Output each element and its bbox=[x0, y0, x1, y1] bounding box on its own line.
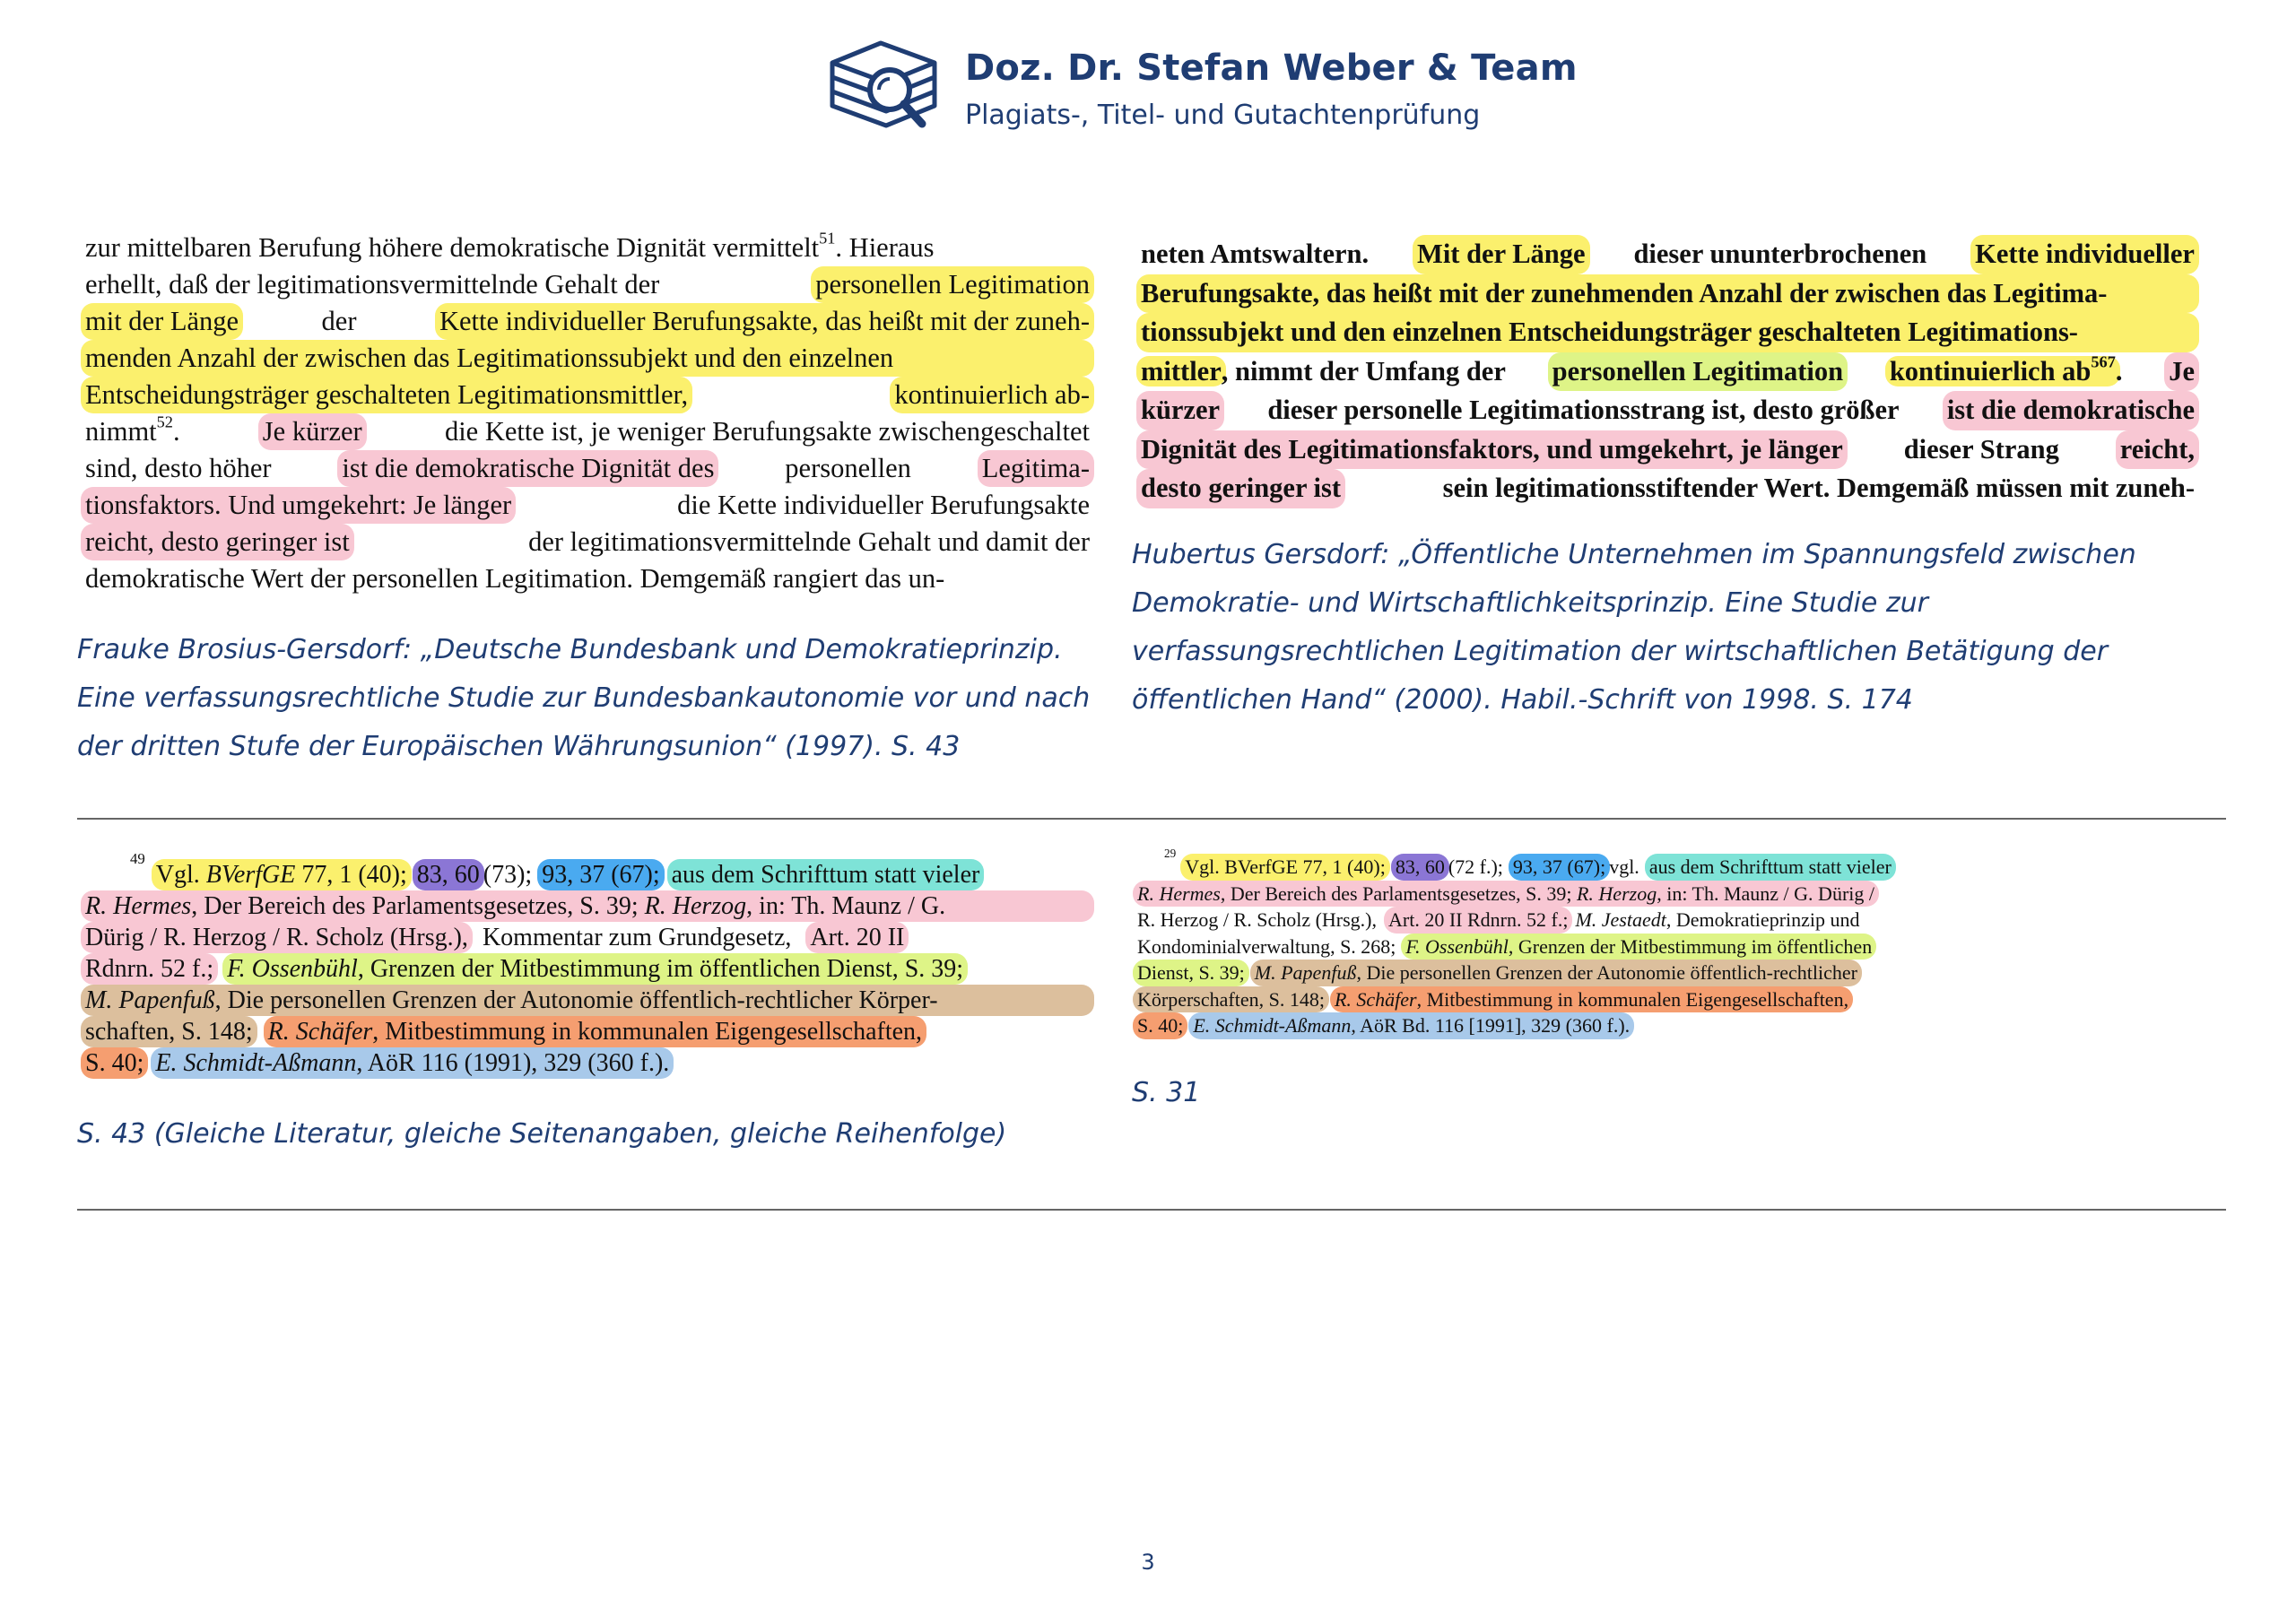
highlight-tan: M. Papenfuß, Die personellen Grenzen der Autonomie öffentlich-rechtlicher Körper- bbox=[81, 985, 1094, 1016]
highlight-yellow: tionssubjekt und den einzelnen Entscheidungsträger geschalteten Legitimations- bbox=[1136, 313, 2199, 352]
text-line bbox=[1141, 313, 2195, 352]
text-line: tionsfaktors. Und umgekehrt: Je länger die Kette individueller Berufungsakte bbox=[85, 487, 1090, 524]
text-line: Kondominialverwaltung, S. 268; F. Ossenbühl, Grenzen der Mitbestimmung im öffentlichen bbox=[1137, 934, 2052, 960]
caption-comparison-note bbox=[77, 1110, 1006, 1159]
highlight-orange: S. 40; bbox=[1133, 1012, 1187, 1039]
text-line bbox=[85, 1047, 1094, 1079]
text-line bbox=[85, 1016, 1094, 1047]
text-line: R. Herzog / R. Scholz (Hrsg.), Art. 20 II Rdnrn. 52 f.; M. Jestaedt, Demokratieprinzip und bbox=[1137, 907, 2052, 934]
page-header bbox=[825, 36, 1578, 143]
highlight-pink: R. Hermes, Der Bereich des Parlamentsgesetzes, S. 39; R. Herzog, in: Th. Maunz / G. Dürig / bbox=[1133, 881, 1879, 908]
highlight-lime: personellen Legitimation bbox=[1548, 352, 1848, 392]
highlight-tan: M. Papenfuß, Die personellen Grenzen der Autonomie öffentlich-rechtlicher bbox=[1250, 960, 1862, 986]
highlight-pink: kürzer bbox=[1136, 391, 1224, 430]
highlight-lime: F. Ossenbühl, Grenzen der Mitbestimmung im öffentlichen Dienst, S. 39; bbox=[222, 953, 968, 985]
highlight-yellow: mit der Länge bbox=[81, 303, 243, 340]
caption-line: Frauke Brosius-Gersdorf: „Deutsche Bundesbank und Demokratieprinzip. bbox=[77, 634, 1063, 665]
highlight-light-blue: E. Schmidt-Aßmann, AöR Bd. 116 [1991], 329 (360 f.). bbox=[1188, 1012, 1634, 1039]
highlight-orange: R. Schäfer, Mitbestimmung in kommunalen Eigengesellschaften, bbox=[1330, 986, 1853, 1013]
highlight-yellow: Kette individueller bbox=[1970, 235, 2199, 274]
highlight-yellow: Entscheidungsträger geschalteten Legitimationsmittler, bbox=[81, 377, 692, 413]
caption-line: Demokratie- und Wirtschaftlichkeitsprinzip. Eine Studie zur bbox=[1132, 587, 1928, 619]
highlight-purple: 83, 60 bbox=[413, 859, 484, 890]
text-line: Dürig / R. Herzog / R. Scholz (Hrsg.), Kommentar zum Grundgesetz, Art. 20 II bbox=[85, 922, 1094, 953]
text-line: 49 Vgl. BVerfGE 77, 1 (40); 83, 60 (73); 93, 37 (67); aus dem Schrifttum statt vieler bbox=[85, 859, 1094, 890]
text-line: Dignität des Legitimationsfaktors, und umgekehrt, je länger dieser Strang reicht, bbox=[1141, 430, 2195, 470]
caption-line: der dritten Stufe der Europäischen Währungsunion“ (1997). S. 43 bbox=[77, 731, 961, 762]
highlight-pink: ist die demokratische bbox=[1943, 391, 2199, 430]
footnote-excerpt-49 bbox=[85, 850, 1094, 1079]
brand-subtitle: Plagiats-, Titel- und Gutachtenprüfung bbox=[965, 100, 1481, 131]
caption-line: Hubertus Gersdorf: „Öffentliche Unternehmen im Spannungsfeld zwischen bbox=[1132, 539, 2136, 570]
highlight-tan: schaften, S. 148; bbox=[81, 1016, 257, 1047]
text-line bbox=[1137, 960, 2052, 986]
highlight-yellow: Kette individueller Berufungsakte, das heißt mit der zuneh- bbox=[435, 303, 1094, 340]
text-line: zur mittelbaren Berufung höhere demokratische Dignität vermittelt$^{51}$. Hieraus bbox=[85, 229, 935, 263]
page-number: 3 bbox=[1141, 1550, 1155, 1575]
divider-line bbox=[77, 818, 2226, 820]
footnote-excerpt-29 bbox=[1137, 847, 2052, 1039]
text-line bbox=[85, 890, 1094, 922]
highlight-yellow: personellen Legitimation bbox=[811, 266, 1094, 303]
excerpt-brosius-gersdorf bbox=[85, 230, 1090, 597]
text-line: 29 Vgl. BVerfGE 77, 1 (40); 83, 60 (72 f.); 93, 37 (67); vgl. aus dem Schrifttum statt vieler bbox=[1137, 854, 2052, 881]
highlight-yellow: menden Anzahl der zwischen das Legitimationssubjekt und den einzelnen bbox=[81, 340, 1094, 377]
highlight-pink: Dürig / R. Herzog / R. Scholz (Hrsg.), bbox=[81, 922, 473, 953]
highlight-lime: Dienst, S. 39; bbox=[1133, 960, 1249, 986]
highlight-yellow: kontinuierlich ab- bbox=[890, 377, 1094, 413]
caption-line: öffentlichen Hand“ (2000). Habil.-Schrift von 1998. S. 174 bbox=[1132, 684, 1913, 716]
text-line: sind, desto höher ist die demokratische Dignität des personellen Legitima- bbox=[85, 450, 1090, 487]
excerpt-gersdorf bbox=[1141, 235, 2195, 508]
text-line: mit der Länge der Kette individueller Berufungsakte, das heißt mit der zuneh- bbox=[85, 303, 1090, 340]
highlight-purple: 83, 60 bbox=[1391, 854, 1449, 881]
text-line bbox=[85, 985, 1094, 1016]
text-line: desto geringer ist sein legitimationsstiftender Wert. Demgemäß müssen mit zuneh- bbox=[1141, 469, 2195, 508]
caption-line: verfassungsrechtlichen Legitimation der wirtschaftlichen Betätigung der bbox=[1132, 636, 2109, 667]
text-line: kürzer dieser personelle Legitimationsstrang ist, desto größer ist die demokratische bbox=[1141, 391, 2195, 430]
highlight-pink: Je bbox=[2164, 352, 2199, 392]
highlight-pink: reicht, desto geringer ist bbox=[81, 524, 354, 560]
caption-source-2 bbox=[1132, 531, 2136, 725]
highlight-pink: Art. 20 II Rdnrn. 52 f.; bbox=[1384, 907, 1572, 934]
text-line bbox=[1137, 881, 2052, 908]
highlight-pink: Je kürzer bbox=[258, 413, 367, 450]
text-line bbox=[1141, 274, 2195, 314]
text-line: erhellt, daß der legitimationsvermittelnde Gehalt der personellen Legitimation bbox=[85, 266, 1090, 303]
text-line: mittler, nimmt der Umfang der personellen Legitimation kontinuierlich $ab^{567}$. Je bbox=[1141, 352, 2195, 392]
caption-page-ref bbox=[1132, 1069, 1200, 1117]
text-line bbox=[85, 377, 1090, 413]
highlight-orange: R. Schäfer, Mitbestimmung in kommunalen Eigengesellschaften, bbox=[264, 1016, 926, 1047]
highlight-pink: ist die demokratische Dignität des bbox=[337, 450, 718, 487]
highlight-yellow: Vgl. BVerfGE 77, 1 (40); bbox=[1180, 854, 1390, 881]
divider-line bbox=[77, 1209, 2226, 1211]
text-line bbox=[1137, 1012, 2052, 1039]
highlight-pink: Dignität des Legitimationsfaktors, und umgekehrt, je länger bbox=[1136, 430, 1848, 470]
text-line: reicht, desto geringer ist der legitimationsvermittelnde Gehalt und damit der bbox=[85, 524, 1090, 560]
highlight-yellow: Mit der Länge bbox=[1413, 235, 1590, 274]
highlight-blue: 93, 37 (67); bbox=[1509, 854, 1610, 881]
highlight-yellow: Vgl. BVerfGE 77, 1 (40); bbox=[152, 859, 412, 890]
highlight-yellow: kontinuierlich $ab^{567}$ bbox=[1885, 356, 2120, 386]
highlight-orange: S. 40; bbox=[81, 1047, 148, 1079]
caption-line: Eine verfassungsrechtliche Studie zur Bundesbankautonomie vor und nach bbox=[77, 682, 1091, 714]
highlight-cyan: aus dem Schrifttum statt vieler bbox=[667, 859, 985, 890]
highlight-pink: reicht, bbox=[2116, 430, 2199, 470]
caption-line: S. 43 (Gleiche Literatur, gleiche Seitenangaben, gleiche Reihenfolge) bbox=[77, 1118, 1007, 1150]
highlight-blue: 93, 37 (67); bbox=[537, 859, 664, 890]
highlight-pink: Legitima- bbox=[978, 450, 1094, 487]
highlight-yellow: Berufungsakte, das heißt mit der zunehmenden Anzahl der zwischen das Legitima- bbox=[1136, 274, 2199, 314]
highlight-pink: desto geringer ist bbox=[1136, 469, 1345, 508]
highlight-pink: Rdnrn. 52 f.; bbox=[81, 953, 218, 985]
highlight-yellow: mittler bbox=[1136, 356, 1226, 386]
brand-block bbox=[965, 36, 1578, 131]
books-magnifier-icon bbox=[825, 36, 942, 135]
highlight-pink: tionsfaktors. Und umgekehrt: Je länger bbox=[81, 487, 516, 524]
highlight-lime: F. Ossenbühl, Grenzen der Mitbestimmung im öffentlichen bbox=[1401, 934, 1876, 960]
text-line: demokratische Wert der personellen Legitimation. Demgemäß rangiert das un- bbox=[85, 563, 945, 594]
text-line bbox=[85, 953, 1094, 985]
brand-name: Doz. Dr. Stefan Weber & Team bbox=[965, 48, 1578, 89]
text-line bbox=[85, 340, 1090, 377]
highlight-tan: Körperschaften, S. 148; bbox=[1133, 986, 1329, 1013]
text-line bbox=[1137, 986, 2052, 1013]
highlight-pink: R. Hermes, Der Bereich des Parlamentsgesetzes, S. 39; R. Herzog, in: Th. Maunz / G. bbox=[81, 890, 1094, 922]
highlight-light-blue: E. Schmidt-Aßmann, AöR 116 (1991), 329 (360 f.). bbox=[151, 1047, 674, 1079]
caption-source-1 bbox=[77, 626, 1090, 771]
highlight-pink: Art. 20 II bbox=[805, 922, 909, 953]
caption-line: S. 31 bbox=[1132, 1077, 1201, 1108]
text-line: neten Amtswaltern. Mit der Länge dieser ununterbrochenen Kette individueller bbox=[1141, 235, 2195, 274]
text-line: nimmt$^{52}$. Je kürzer die Kette ist, je weniger Berufungsakte zwischengeschaltet bbox=[85, 413, 1090, 450]
highlight-cyan: aus dem Schrifttum statt vieler bbox=[1645, 854, 1896, 881]
